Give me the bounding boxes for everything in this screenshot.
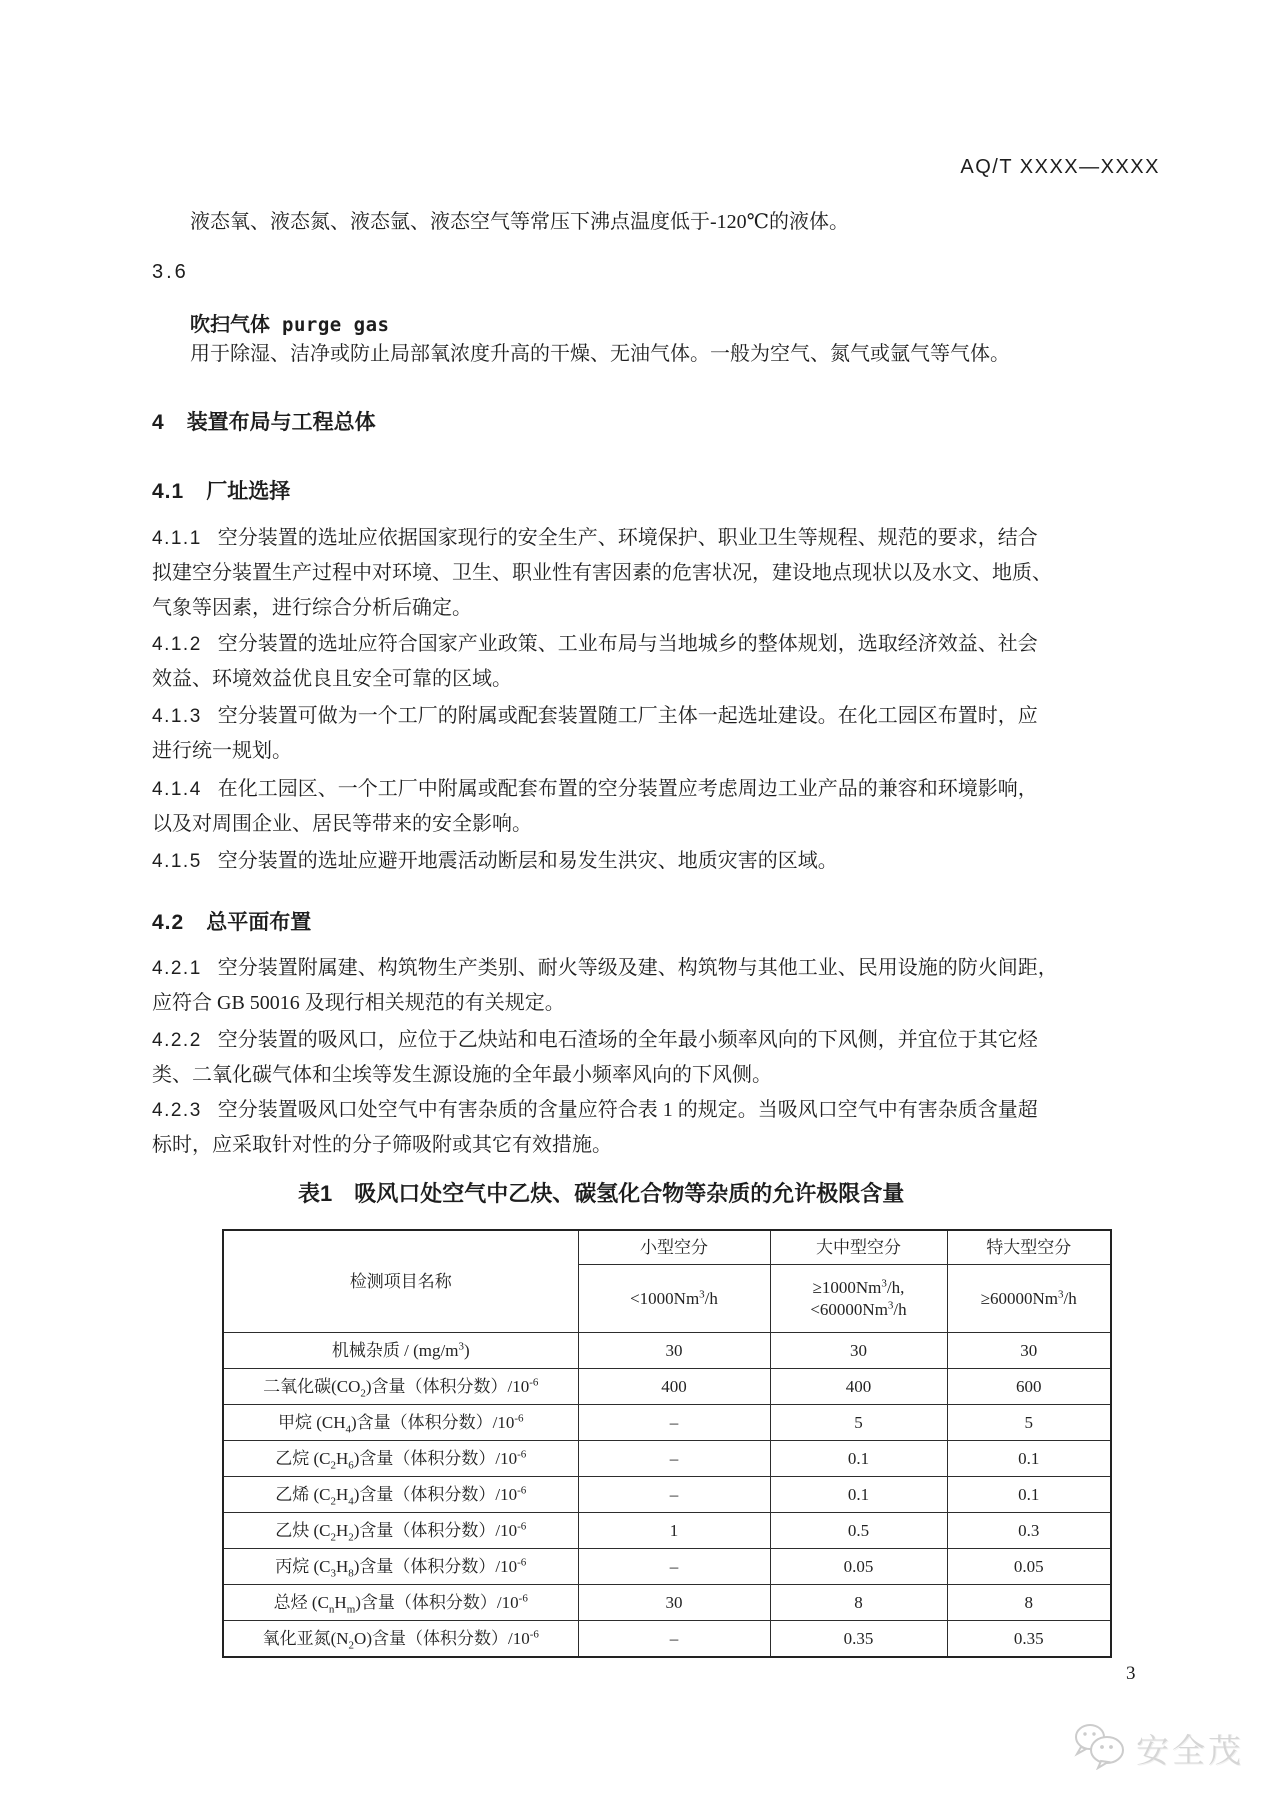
- clause-text: 空分装置的选址应依据国家现行的安全生产、环境保护、职业卫生等规程、规范的要求，结合: [217, 527, 1038, 549]
- clause-text: 类、二氧化碳气体和尘埃等发生源设施的全年最小频率风向的下风侧。: [152, 1064, 772, 1086]
- clause-text: 拟建空分装置生产过程中对环境、卫生、职业性有害因素的危害状况，建设地点现状以及水文、地质、: [152, 562, 1052, 584]
- impurity-limits-table: [222, 1229, 1112, 1658]
- row-value: 0.1: [770, 1441, 947, 1477]
- clause-number: 4.2.1: [152, 958, 202, 979]
- row-value: –: [578, 1549, 770, 1585]
- clause-number: 4.1.2: [152, 634, 202, 655]
- clause-text: 空分装置可做为一个工厂的附属或配套装置随工厂主体一起选址建设。在化工园区布置时，应: [217, 705, 1038, 727]
- row-value: 0.05: [947, 1549, 1111, 1585]
- clause-text: 标时，应采取针对性的分子筛吸附或其它有效措施。: [152, 1134, 612, 1156]
- clause-text: 空分装置的选址应符合国家产业政策、工业布局与当地城乡的整体规划，选取经济效益、社会: [217, 633, 1038, 655]
- section-41-number: 4.1: [152, 480, 185, 503]
- row-value: 8: [770, 1585, 947, 1621]
- clause-text: 空分装置的选址应避开地震活动断层和易发生洪灾、地质灾害的区域。: [217, 850, 838, 872]
- section-42-title: 总平面布置: [206, 911, 312, 934]
- row-value: 400: [770, 1369, 947, 1405]
- clause-number: 4.2.3: [152, 1100, 202, 1121]
- chapter-heading: [152, 408, 376, 438]
- clause-4-2-1: [152, 951, 1058, 1021]
- table-row: [223, 1513, 1111, 1549]
- table-header-capacity-large: $\ge 60000Nm^3/h$: [947, 1265, 1111, 1333]
- clause-text: 以及对周围企业、居民等带来的安全影响。: [152, 813, 532, 835]
- row-value: 8: [947, 1585, 1111, 1621]
- table-row: [223, 1441, 1111, 1477]
- page-number: 3: [1126, 1663, 1136, 1684]
- row-value: 0.1: [947, 1477, 1111, 1513]
- row-value: –: [578, 1405, 770, 1441]
- row-value: –: [578, 1621, 770, 1658]
- table-header-medium-large: 大中型空分: [770, 1230, 947, 1265]
- table-header-capacity-small: $<1000Nm^3/h$: [578, 1265, 770, 1333]
- clause-4-1-3: [152, 699, 1038, 769]
- clause-text: 空分装置吸风口处空气中有害杂质的含量应符合表 1 的规定。当吸风口空气中有害杂质含量超: [217, 1099, 1038, 1121]
- clause-4-1-1: [152, 521, 1052, 626]
- clause-number: 4.1.4: [152, 779, 202, 800]
- term-title-zh: 吹扫气体: [190, 314, 270, 336]
- row-value: 0.1: [947, 1441, 1111, 1477]
- row-value: 30: [947, 1333, 1111, 1369]
- row-value: 0.05: [770, 1549, 947, 1585]
- clause-4-2-3: [152, 1093, 1038, 1163]
- row-value: 30: [578, 1585, 770, 1621]
- clause-4-1-5: [152, 844, 838, 879]
- row-value: 0.5: [770, 1513, 947, 1549]
- clause-text: 效益、环境效益优良且安全可靠的区域。: [152, 668, 512, 690]
- clause-4-1-4: [152, 772, 1038, 842]
- section-41-title: 厂址选择: [206, 480, 291, 503]
- row-label: 丙烷 $(C_3H_8)$含量（体积分数）$/10^{-6}$: [223, 1549, 578, 1585]
- row-label: 乙炔 $(C_2H_2)$含量（体积分数）$/10^{-6}$: [223, 1513, 578, 1549]
- row-value: 0.3: [947, 1513, 1111, 1549]
- clause-text: 空分装置的吸风口，应位于乙炔站和电石渣场的全年最小频率风向的下风侧，并宜位于其它烃: [217, 1029, 1038, 1051]
- table-row: [223, 1333, 1111, 1369]
- doc-code: AQ/T XXXX—XXXX: [960, 156, 1160, 178]
- term-title-en: purge gas: [282, 314, 390, 336]
- row-label: 机械杂质 / $(mg/m^3)$: [223, 1333, 578, 1369]
- row-label: 二氧化碳$(CO_2)$含量（体积分数）$/10^{-6}$: [223, 1369, 578, 1405]
- table-header-small: 小型空分: [578, 1230, 770, 1265]
- clause-number: 4.1.1: [152, 528, 202, 549]
- table-row: [223, 1585, 1111, 1621]
- wechat-logo-icon: [1070, 1722, 1128, 1775]
- table-row: [223, 1369, 1111, 1405]
- row-value: –: [578, 1441, 770, 1477]
- clause-4-2-2: [152, 1023, 1038, 1093]
- row-value: 600: [947, 1369, 1111, 1405]
- row-value: 30: [578, 1333, 770, 1369]
- section-42-heading: [152, 908, 311, 938]
- chapter-title: 装置布局与工程总体: [186, 411, 376, 434]
- clause-number: 4.2.2: [152, 1030, 202, 1051]
- intro-paragraph: 液态氧、液态氮、液态氩、液态空气等常压下沸点温度低于-120℃的液体。: [190, 211, 850, 233]
- table-header-extra-large: 特大型空分: [947, 1230, 1111, 1265]
- watermark: [1070, 1722, 1244, 1775]
- row-value: 0.35: [770, 1621, 947, 1658]
- row-value: 30: [770, 1333, 947, 1369]
- row-label: 乙烷 $(C_2H_6)$含量（体积分数）$/10^{-6}$: [223, 1441, 578, 1477]
- row-value: 0.35: [947, 1621, 1111, 1658]
- clause-number: 4.1.5: [152, 851, 202, 872]
- row-value: –: [578, 1477, 770, 1513]
- row-value: 400: [578, 1369, 770, 1405]
- table-header-row-1: [223, 1230, 1111, 1265]
- table-row: [223, 1405, 1111, 1441]
- row-value: 5: [770, 1405, 947, 1441]
- table-header-capacity-medium: $\ge 1000Nm^3/h$, $<60000Nm^3/h$: [770, 1265, 947, 1333]
- chapter-number: 4: [152, 411, 165, 434]
- row-value: 5: [947, 1405, 1111, 1441]
- term-number: 3.6: [152, 261, 189, 283]
- term-definition: 用于除湿、洁净或防止局部氧浓度升高的干燥、无油气体。一般为空气、氮气或氩气等气体。: [190, 343, 1010, 365]
- table-row: [223, 1621, 1111, 1658]
- watermark-text: 安全茂: [1136, 1732, 1244, 1769]
- clause-4-1-2: [152, 627, 1038, 697]
- section-42-number: 4.2: [152, 911, 185, 934]
- clause-text: 应符合 GB 50016 及现行相关规范的有关规定。: [152, 992, 565, 1014]
- row-label: 氧化亚氮$(N_2O)$含量（体积分数）$/10^{-6}$: [223, 1621, 578, 1658]
- row-label: 甲烷 $(CH_4)$含量（体积分数）$/10^{-6}$: [223, 1405, 578, 1441]
- row-label: 总烃 $(C_nH_m)$含量（体积分数）$/10^{-6}$: [223, 1585, 578, 1621]
- table-row: [223, 1477, 1111, 1513]
- section-41-heading: [152, 477, 290, 507]
- row-value: 1: [578, 1513, 770, 1549]
- table-header-item: 检测项目名称: [223, 1230, 578, 1333]
- table-caption: 表1 吸风口处空气中乙炔、碳氢化合物等杂质的允许极限含量: [298, 1181, 905, 1206]
- clause-text: 在化工园区、一个工厂中附属或配套布置的空分装置应考虑周边工业产品的兼容和环境影响，: [217, 778, 1038, 800]
- clause-text: 进行统一规划。: [152, 740, 292, 762]
- clause-text: 气象等因素，进行综合分析后确定。: [152, 597, 472, 619]
- row-label: 乙烯 $(C_2H_4)$含量（体积分数）$/10^{-6}$: [223, 1477, 578, 1513]
- clause-text: 空分装置附属建、构筑物生产类别、耐火等级及建、构筑物与其他工业、民用设施的防火间距，: [217, 957, 1058, 979]
- clause-number: 4.1.3: [152, 706, 202, 727]
- row-value: 0.1: [770, 1477, 947, 1513]
- table-row: [223, 1549, 1111, 1585]
